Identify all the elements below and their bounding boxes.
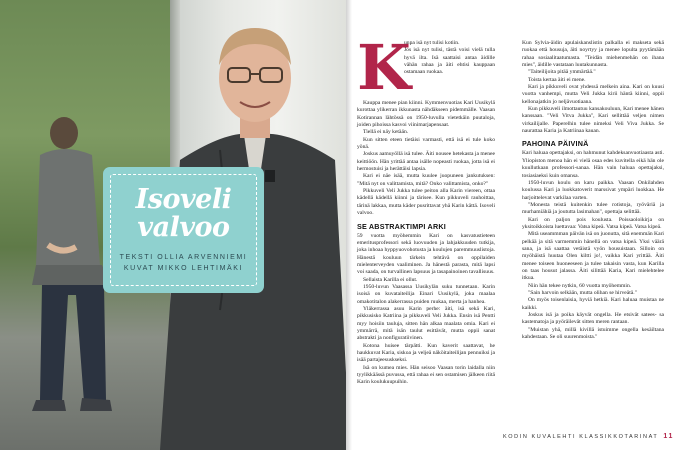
paragraph: Mitä useammman päivän isä on juonutta, sitä enemmän Kari pelkää ja sitä varmemmin hänellä on vatsa kipeä. Yksi väärä sana, ja isä saattaa vetäistä vyön housuistaan. Silloin on myöhäistä huutaa Olen kiltti jo!, vaikka Kari yrittää. Äiti menee toiseen huoneeseen ja tulee takaisin vasta, kun Karilla on taas housut jalassa. Äiti silittää Karia, Kari mielehtelee itkua. bbox=[522, 231, 664, 282]
subheading: SE ABSTRAKTIMPI ARKI bbox=[357, 221, 446, 231]
paragraph: Kari ei näe isää, mutta kuulee juopuneen jankutuksen: "Mitä nyt on valittamista, mitä? Onko valittamista, onko?" bbox=[357, 173, 495, 187]
paragraph: Kotona huisee tärpätti. Kun kaverit saattavat, he haukkuvat Karia, siskoa ja veljeä näköitaiteilijan pennuiksi ja isää partajeesuskseksi. bbox=[357, 342, 495, 364]
paragraph: 59 vuotta myöhemmin Kari on kasvatustieteen emeritusprofessori sekä luovuuden ja lahjakkuuden tutkija, joka inhoaa hyppyuovohotusta ja koulujen paremmuuslistoja. Hänestä kouluun tärkein tehtävä on oppilaiden mielenterveyden vaaliminen. Ja hänestä parasta, mitä lapsi voi saada, on turvallinen lapsuus ja tasapainoinen tavallisuus. bbox=[357, 232, 495, 276]
page-gutter bbox=[346, 0, 352, 450]
paragraph: Tiellä ei näy ketään. bbox=[363, 129, 409, 136]
paragraph: 1950-luvun Vaasassa Uusikylän suku tunnetaan. Karin isoisä on kuvataiteilija Einari Uusikylä, joka maalaa omakotitalon alakerrassa puiden ruukaa, merta ja hanhea. bbox=[357, 283, 495, 305]
paragraph: Sellaista Karilla ei ollut. bbox=[363, 276, 418, 283]
text-column-2 bbox=[522, 40, 664, 341]
intro-line: unpa isä nyt tulisi kotiin. bbox=[404, 40, 460, 46]
subheading: PAHOINA PÄIVINÄ bbox=[522, 139, 589, 149]
text-column-1 bbox=[357, 31, 495, 387]
intro-block bbox=[357, 31, 495, 104]
text-credit: TEKSTI OLLIA ARVENNIEMI bbox=[119, 254, 248, 261]
paragraph: Pikkuveli Veli Jukka tulee peiton alla Karin viereen, ottaa kädellä kädellä kiinni ja tärisee. Kun pikkuveli rauhoittaa, tärinä lakkaa, mutta käder pusrittavat yhä Karin kättä. Isoveli valvoo. bbox=[357, 188, 495, 217]
article-title-line1: Isoveli bbox=[135, 184, 232, 215]
paragraph: Kari ja pikkuveli ovat yhdessä melkein aina. Kari on kuusi vuotta vanhempi, mutta Veli Jukka kirii häntä kiinni, oppii kellonajatkin jo neljävuotiaana. bbox=[522, 84, 664, 105]
paragraph: Kauppa menee pian kiinni. Kymmenvuotias Kari Uusikylä kurottaa ylikerran ikkunasta nähdäkseen pidemmälle. Vaasan Kotirannan lähtössä on 1950-luvulla vietetkäin puutaloja, joiden pihoissa kasvoi viinimarjapensaat. bbox=[357, 100, 495, 129]
paragraph: Kun sitten eteen tietäisi varmasti, että isä ei tule koko yönä. bbox=[357, 136, 495, 151]
paragraph: "Muistan yhä, millä kivillä istuimme ongella kesäiltana kahdestaan. Se oli suurenmoista." bbox=[522, 326, 664, 341]
paragraph: Isä on kumea mies. Hän seisoo Vaasan torin laidalla niin tyylikkäässä puvussa, että rahaa ei sen ostamisen jälkeen riitä Karin koulukuupuihin. bbox=[357, 364, 495, 386]
paragraph: Joskus aamuyöllä isä tulee. Äiti nousee hetekasta ja menee keittiöön. Hän yrittää antaa isälle nopeasti ruokaa, jotta isä ei hermostuisi ja herättäisi lapsia. bbox=[357, 151, 495, 173]
paragraph: Kari haluaa opettajaksi, on hahmunut kahdeksanvuotiaasta asti. Yliopiston menoa hän ei vielä osaa edes kuvitella eikä hän ole kuullutkaan professori-sanaa. Hän vain haluaa opettajaksi, tosiasiaeksi kuin omansa. bbox=[522, 150, 664, 179]
article-title-line2: valvoo bbox=[137, 212, 230, 243]
paragraph: "Taiteilijoita pitää ymmärtää." bbox=[528, 69, 596, 76]
paragraph: "Sain harvoin selkään, mutta olihan se hirveätä." bbox=[528, 290, 637, 296]
intro-line: Jos isä nyt tulisi, tästä voisi vielä tulla hyvä ilta. Isä saattaisi antaa äidille vähän rahaa ja äiti ehtisi kauppaan ostamaan ruokaa. bbox=[404, 47, 495, 76]
paragraph: On myös toisenlaisia, hyviä hetkiä. Kari haluaa muistaa ne kaikki. bbox=[522, 297, 664, 311]
dropcap-letter: K bbox=[357, 31, 411, 104]
paragraph: Kun pikkuveli ilmottautuu kansakouluun, Kari menee hänen kanssaan. "Veli Vitva Jukka", Kari sellittää veljen nimen virkailijalle. Paperelhin tulee nimeksi Veli Viva Jukka. Se naurattaa Karia ja Katriinaa kauan. bbox=[522, 106, 664, 135]
paragraph: Niin hän tekee nytkin, 60 vuotta myöhemmin. bbox=[528, 282, 632, 289]
publication-name: KODIN KUVALEHTI KLASSIKKOTARINAT bbox=[502, 434, 659, 440]
page-number: 11 bbox=[663, 433, 674, 440]
paragraph: 1950-luvun koulu on karu paikka. Vaasan Onkilahden koulussa Kari ja luokkatoverit marssivat ympäri luokkaa. He harjoittelevat varkilaa varten. bbox=[522, 179, 664, 201]
paragraph: Kari on paljon pois koulusta. Poissaoloikirja on yksitoikkoista luettavaa: Vatsa kipeä. Vatsa kipeä. Vatsa kipeä. bbox=[522, 216, 664, 230]
paragraph: Kun Sylvia-äidin apulaiskanslistin palkalla ei makseta sekä ruokaa että housuja, äiti noyrtyy ja menee lopulta pyytämään rahaa sosiaalitaatumasta. "Teidän miehenmehän on ihana mies", äidille vastataan luutakunnasta. bbox=[522, 40, 664, 69]
page-footer bbox=[503, 433, 674, 440]
paragraph: Toista kertaa äiti ei mene. bbox=[528, 76, 586, 83]
paragraph: "Monesta teistä kuitenkin tulee rotistoja, ryöväriä ja murhamiähiä ja joututta lasimahan", opettaja selittää. bbox=[522, 201, 664, 216]
paragraph: Joskus isä ja poika käyvät ongella. He etsivät satees- sa kastematoja ja pyöräilevät sitten meren rantaan. bbox=[522, 312, 664, 326]
paragraph: Yläkerrassa asuu Karin perhe: äiti, isä sekä Kari, pikkusisko Katriina ja pikkuveli Veli Jukka. Ensin isä Pentti myy hoisiin tauluja, sitten hän alkaa maalata omia. Kari ei ymmärrä, mitä isän taulut esittävät, mutta oppii sanat abstrakti ja nonfiguratiivinen. bbox=[357, 305, 495, 342]
photo-credit: KUVAT MIKKO LEHTIMÄKI bbox=[123, 265, 244, 272]
title-badge bbox=[106, 170, 261, 290]
